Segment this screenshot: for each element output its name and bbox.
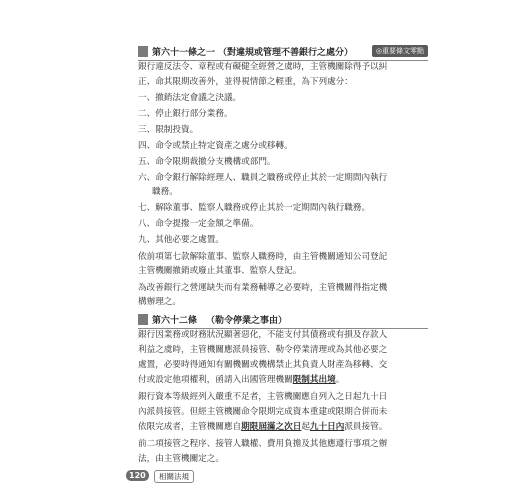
a62-p2-text-a: 依限完成者，主管機關應自 [138,422,242,432]
article-62-heading [138,312,428,329]
list-item: 七、解除董事、監察人職務或停止其於一定期間內執行職務。 [138,203,371,213]
list-item: 五、命令限期裁撤分支機構或部門。 [138,157,276,167]
intro-line-2: 正、命其限期改善外，並得視情節之輕重，為下列處分： [138,77,353,87]
a62-p3-line-2: 法，由主管機關定之。 [138,454,224,464]
highlighted-phrase: 期限屆滿之次日 [241,422,302,432]
paragraph-2-line-1: 依前項第七款解除董事、監察人職務時，由主管機關通知公司登記 [138,252,388,262]
paragraph-3-line-1: 為改善銀行之營運缺失而有業務輔導之必要時，主管機關得指定機 [138,283,388,293]
paragraph-2-line-2: 主管機關撤銷或廢止其董事、監察人登記。 [138,266,302,276]
a62-p1-line-3: 處置，必要時得通知有關機關或機構禁止其負責人財產為移轉、交 [138,360,388,370]
list-item: 三、限制投資。 [138,125,199,135]
highlighted-phrase: 九十日內 [309,422,345,432]
list-item: 二、停止銀行部分業務。 [138,109,233,119]
a62-p2-line-3 [138,420,430,434]
a62-p1-line-4-end: 。 [335,375,345,385]
list-item: 九、其他必要之處置。 [138,235,224,245]
a62-p3-line-1: 前二項接管之程序、接管人職權、費用負擔及其他應遵行事項之辦 [138,439,388,449]
a62-p1-line-2: 利益之虞時，主管機關應派員接管、勒令停業清理或為其他必要之 [138,345,388,355]
list-item: 一、撤銷法定會議之決議。 [138,93,242,103]
a62-p2-text-e: 派員接管。 [344,422,388,432]
intro-line-1: 銀行違反法令、章程或有礙健全經營之虞時，主管機關除得予以糾 [138,62,388,72]
heading-marker [138,314,148,325]
highlighted-phrase: 限制其出境 [292,375,336,385]
a62-p1-line-1: 銀行因業務或財務狀況顯著惡化，不能支付其債務或有損及存款人 [138,330,388,340]
list-item: 八、命令提撥一定金額之準備。 [138,219,259,229]
a62-p2-line-1: 銀行資本等級經列入嚴重不足者，主管機關應自列入之日起九十日 [138,392,388,402]
section-label: 相關法規 [154,470,194,483]
a62-p2-line-2: 內派員接管。但經主管機關命令限期完成資本重建或限期合併而未 [138,407,388,417]
list-item-continuation: 職務。 [152,187,178,197]
list-item: 六、命令銀行解除經理人、職員之職務或停止其於一定期間內執行 [138,173,388,183]
list-item: 四、命令或禁止特定資產之處分或移轉。 [138,141,293,151]
a62-p1-line-4-text: 付或設定他項權利，函請入出國管理機關 [138,375,293,385]
paragraph-3-line-2: 構辦理之。 [138,297,181,307]
article-61-1-heading [138,44,428,61]
a62-p1-line-4 [138,373,430,387]
article-61-1-title: 第六十一條之一 [152,48,216,58]
article-61-1-subtitle: （對違規或管理不善銀行之處分） [218,48,354,58]
article-62-subtitle: （勒令停業之事由） [206,316,288,326]
a62-p2-text-c: 起 [301,422,310,432]
important-article-badge: ◎重要條文零點 [372,45,428,57]
page-number: 120 [126,470,149,481]
heading-marker [138,46,148,57]
article-62-title: 第六十二條 [152,316,198,326]
